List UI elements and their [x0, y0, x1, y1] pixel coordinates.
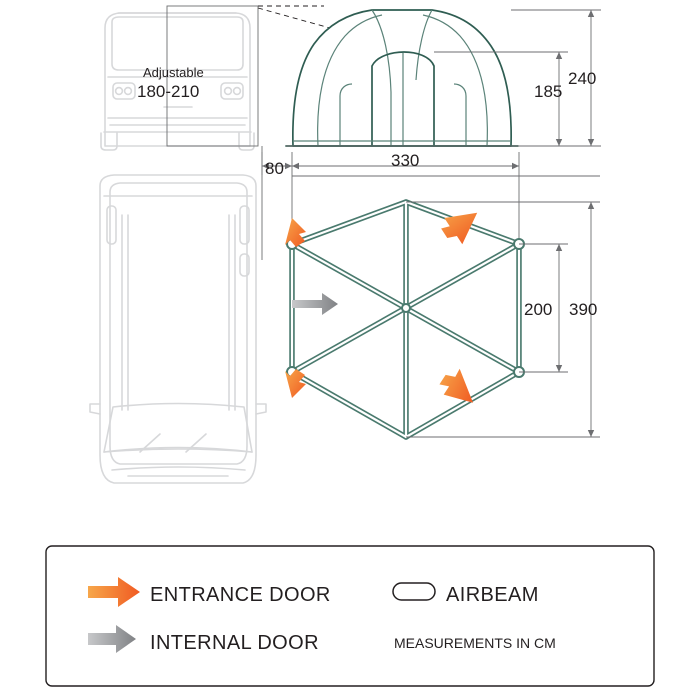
width-outer-label: 390: [569, 300, 598, 319]
awning-front-elevation: [286, 10, 518, 146]
beam-hub-node: [402, 304, 410, 312]
internal-door-arrow: [292, 293, 338, 315]
depth-front-label: 80: [265, 159, 284, 178]
legend-airbeam-label: AIRBEAM: [446, 584, 539, 606]
legend-panel: [46, 546, 654, 686]
legend-internal-door-label: INTERNAL DOOR: [150, 632, 319, 654]
van-plan-view: [90, 175, 266, 483]
airbeam-structure: [292, 202, 519, 437]
width-inner-label: 200: [524, 300, 553, 319]
legend-units-note: MEASUREMENTS IN CM: [394, 635, 556, 651]
depth-main-label: 330: [391, 151, 420, 170]
adjustable-label: Adjustable: [143, 65, 204, 80]
awning-plan-footprint: [287, 202, 524, 437]
elevation-dimensions: [286, 10, 601, 146]
dashed-connector: [258, 6, 330, 28]
height-inner-label: 185: [534, 82, 563, 101]
height-outer-label: 240: [568, 69, 597, 88]
plan-dimensions-top: [262, 146, 600, 372]
legend-entrance-door-label: ENTRANCE DOOR: [150, 584, 331, 606]
adjustable-range: 180-210: [137, 82, 200, 101]
